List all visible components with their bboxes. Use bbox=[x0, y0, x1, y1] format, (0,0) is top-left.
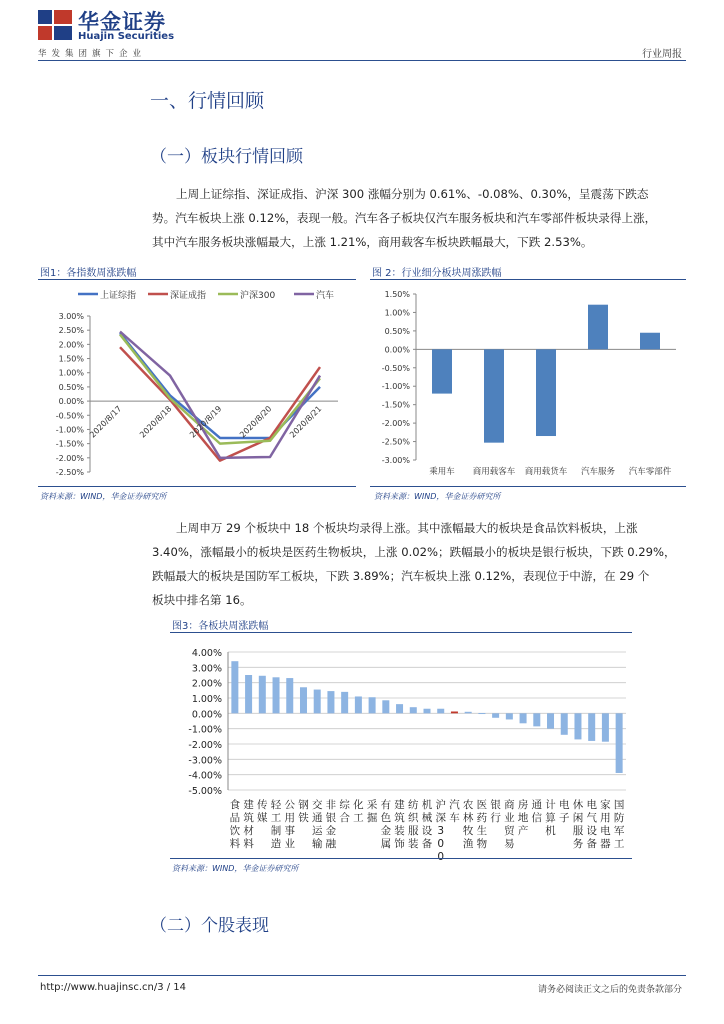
x-tick-label: 农林牧渔 bbox=[462, 799, 474, 850]
x-tick-label: 休闲服务 bbox=[572, 799, 584, 850]
y-tick-label: -2.00% bbox=[55, 453, 84, 463]
y-tick-label: 4.00% bbox=[191, 648, 222, 659]
figure2-divider bbox=[370, 279, 686, 280]
figure1-title: 图1：各指数周涨跌幅 bbox=[40, 268, 137, 279]
footer-disclaimer: 请务必阅读正文之后的免责条款部分 bbox=[537, 985, 682, 995]
x-tick-label: 机械设备 bbox=[421, 799, 433, 850]
y-tick-label: -1.00% bbox=[188, 724, 222, 736]
bar bbox=[327, 691, 334, 713]
y-tick-label: 2.00% bbox=[191, 678, 222, 690]
x-tick-label: 汽车 bbox=[449, 799, 460, 824]
y-tick-label: -2.50% bbox=[381, 437, 410, 447]
bar bbox=[520, 713, 527, 723]
x-tick-label: 轻工制造 bbox=[270, 799, 282, 850]
x-tick-label: 综合 bbox=[339, 799, 350, 824]
bar bbox=[273, 677, 280, 713]
y-tick-label: 2.50% bbox=[58, 326, 84, 336]
bar bbox=[574, 713, 581, 739]
y-tick-label: -5.00% bbox=[188, 786, 222, 797]
company-name-cn: 华金证券 bbox=[78, 10, 166, 34]
x-tick-label: 汽车零部件 bbox=[628, 467, 672, 477]
figure2-source: 资料来源：WIND，华金证券研究所 bbox=[374, 492, 501, 501]
paragraph-line: 板块中排名第 16。 bbox=[152, 593, 252, 607]
figure1-divider bbox=[38, 279, 356, 280]
bar bbox=[410, 707, 417, 713]
footer-divider bbox=[38, 975, 686, 976]
y-tick-label: -2.50% bbox=[55, 468, 84, 477]
paragraph-line: 3.40%，涨幅最小的板块是医药生物板块，上涨 0.02%；跌幅最小的板块是银行板块，下跌 0.29%， bbox=[152, 545, 676, 559]
bar bbox=[561, 713, 568, 734]
x-tick-label: 商业贸易 bbox=[504, 799, 515, 850]
y-tick-label: 1.00% bbox=[58, 368, 84, 378]
x-tick-label: 家用电器 bbox=[600, 799, 611, 850]
y-tick-label: -0.50% bbox=[55, 411, 84, 421]
bar bbox=[616, 713, 623, 773]
bar bbox=[478, 713, 485, 714]
legend-label: 深证成指 bbox=[170, 291, 207, 301]
bar bbox=[437, 709, 444, 714]
x-tick-label: 银行 bbox=[490, 799, 501, 824]
bar bbox=[369, 697, 376, 713]
bar bbox=[547, 713, 554, 728]
footer-url: http://www.huajinsc.cn/3 / 14 bbox=[40, 982, 187, 993]
figure2-title: 图 2：行业细分板块周涨跌幅 bbox=[372, 268, 502, 279]
group-tagline: 华发集团旗下企业 bbox=[38, 49, 147, 59]
figure1-bottom-divider bbox=[38, 486, 356, 487]
figure1-source: 资料来源：WIND，华金证券研究所 bbox=[40, 492, 167, 501]
paragraph-line: 跌幅最大的板块是国防军工板块，下跌 3.89%；汽车板块上涨 0.12%，表现位于中游，在 29 个 bbox=[152, 569, 650, 583]
y-tick-label: 0.00% bbox=[191, 709, 222, 721]
y-tick-label: 1.00% bbox=[384, 308, 410, 318]
x-tick-label: 钢铁 bbox=[298, 799, 309, 824]
y-tick-label: 1.50% bbox=[384, 290, 410, 299]
x-tick-label: 通信 bbox=[531, 799, 543, 824]
y-tick-label: 0.50% bbox=[384, 326, 410, 336]
y-tick-label: -2.00% bbox=[381, 419, 410, 429]
y-tick-label: -1.50% bbox=[381, 400, 410, 410]
x-tick-label: 食品饮料 bbox=[229, 799, 241, 850]
x-tick-label: 2020/8/21 bbox=[288, 404, 324, 440]
bar bbox=[341, 692, 348, 713]
x-tick-label: 乘用车 bbox=[429, 467, 455, 477]
bar bbox=[314, 690, 321, 714]
x-tick-label: 电子 bbox=[558, 799, 570, 824]
bar bbox=[588, 713, 595, 741]
figure2-chart bbox=[370, 282, 686, 482]
x-tick-label: 有色金属 bbox=[380, 799, 392, 850]
x-tick-label: 化工 bbox=[353, 799, 364, 824]
x-tick-label: 2020/8/18 bbox=[138, 404, 174, 440]
bar bbox=[300, 687, 307, 713]
x-tick-label: 房地产 bbox=[517, 799, 529, 837]
bar bbox=[355, 696, 362, 713]
report-type: 行业周报 bbox=[642, 49, 682, 60]
x-tick-label: 2020/8/19 bbox=[188, 404, 224, 440]
y-tick-label: -1.50% bbox=[55, 439, 84, 449]
y-tick-label: 3.00% bbox=[191, 663, 222, 675]
paragraph-market-review bbox=[152, 182, 686, 254]
paragraph-line: 其中汽车服务板块涨幅最大，上涨 1.21%，商用载客车板块跌幅最大，下跌 2.53%。 bbox=[152, 235, 593, 249]
y-tick-label: -1.00% bbox=[55, 425, 84, 435]
bar bbox=[588, 305, 608, 350]
figure2-bottom-divider bbox=[370, 486, 686, 487]
y-tick-label: -3.00% bbox=[381, 456, 410, 465]
x-tick-label: 2020/8/20 bbox=[238, 404, 274, 440]
company-name-en: Huajin Securities bbox=[78, 31, 175, 42]
bar bbox=[245, 675, 252, 713]
y-tick-label: 1.50% bbox=[58, 354, 84, 364]
x-tick-label: 传媒 bbox=[257, 799, 268, 824]
x-tick-label: 2020/8/17 bbox=[88, 404, 124, 440]
x-tick-label: 国防军工 bbox=[613, 799, 625, 850]
section-title: 一、行情回顾 bbox=[150, 90, 265, 112]
figure3-title: 图3：各板块周涨跌幅 bbox=[172, 621, 269, 632]
bar bbox=[602, 713, 609, 741]
y-tick-label: 0.00% bbox=[384, 345, 410, 355]
y-tick-label: 3.00% bbox=[58, 312, 84, 321]
bar bbox=[396, 704, 403, 713]
bar bbox=[492, 713, 499, 717]
x-tick-label: 医药生物 bbox=[476, 799, 488, 850]
y-tick-label: 0.50% bbox=[58, 382, 84, 392]
paragraph-sector-review bbox=[152, 516, 686, 612]
x-tick-label: 建筑材料 bbox=[243, 799, 254, 850]
x-tick-label: 商用载货车 bbox=[524, 467, 568, 477]
y-tick-label: -0.50% bbox=[381, 363, 410, 373]
x-tick-label: 沪深 3 0 0 bbox=[435, 799, 446, 863]
bar bbox=[451, 711, 458, 713]
paragraph-line: 上周申万 29 个板块中 18 个板块均录得上涨。其中涨幅最大的板块是食品饮料板块，上涨 bbox=[176, 521, 638, 535]
bar bbox=[640, 333, 660, 350]
bar bbox=[432, 349, 452, 393]
subsection-title: （一）板块行情回顾 bbox=[150, 147, 303, 167]
x-tick-label: 电气设备 bbox=[586, 799, 597, 850]
logo-icon bbox=[38, 10, 72, 40]
figure3-bottom-divider bbox=[170, 858, 632, 859]
bar bbox=[382, 700, 389, 713]
legend-label: 沪深300 bbox=[240, 291, 276, 301]
x-tick-label: 非银金融 bbox=[325, 799, 337, 850]
legend-label: 上证综指 bbox=[100, 291, 137, 301]
figure3-divider bbox=[170, 632, 632, 633]
y-tick-label: 1.00% bbox=[191, 694, 222, 705]
bar bbox=[231, 661, 238, 713]
bar bbox=[506, 713, 513, 719]
x-tick-label: 商用载客车 bbox=[472, 467, 516, 477]
x-tick-label: 公用事业 bbox=[284, 799, 296, 850]
subsection-title: （二）个股表现 bbox=[150, 916, 269, 936]
bar bbox=[286, 678, 293, 713]
y-tick-label: 0.00% bbox=[58, 397, 84, 407]
header-divider bbox=[38, 60, 686, 61]
bar bbox=[484, 349, 504, 442]
y-tick-label: -3.00% bbox=[188, 755, 222, 767]
legend-label: 汽车 bbox=[316, 291, 335, 301]
y-tick-label: -4.00% bbox=[188, 770, 222, 782]
x-tick-label: 建筑装饰 bbox=[394, 799, 405, 850]
bar bbox=[259, 676, 266, 714]
x-tick-label: 采掘 bbox=[366, 799, 378, 824]
bar bbox=[536, 349, 556, 436]
bar bbox=[465, 712, 472, 714]
x-tick-label: 汽车服务 bbox=[580, 467, 616, 477]
paragraph-line: 上周上证综指、深证成指、沪深 300 涨幅分别为 0.61%、-0.08%、0.30%，呈震荡下跌态 bbox=[176, 187, 649, 201]
x-tick-label: 计算机 bbox=[545, 799, 556, 837]
x-tick-label: 纺织服装 bbox=[408, 799, 419, 850]
figure3-chart bbox=[170, 640, 632, 863]
y-tick-label: -1.00% bbox=[381, 382, 410, 392]
bar bbox=[533, 713, 540, 726]
y-tick-label: 2.00% bbox=[58, 340, 84, 350]
figure1-chart bbox=[38, 282, 358, 482]
bar bbox=[424, 709, 431, 714]
y-tick-label: -2.00% bbox=[188, 740, 222, 751]
x-tick-label: 交通运输 bbox=[311, 799, 323, 850]
figure3-source: 资料来源：WIND，华金证券研究所 bbox=[172, 864, 299, 873]
paragraph-line: 势。汽车板块上涨 0.12%，表现一般。汽车各子板块仅汽车服务板块和汽车零部件板块录得上涨， bbox=[152, 211, 657, 225]
